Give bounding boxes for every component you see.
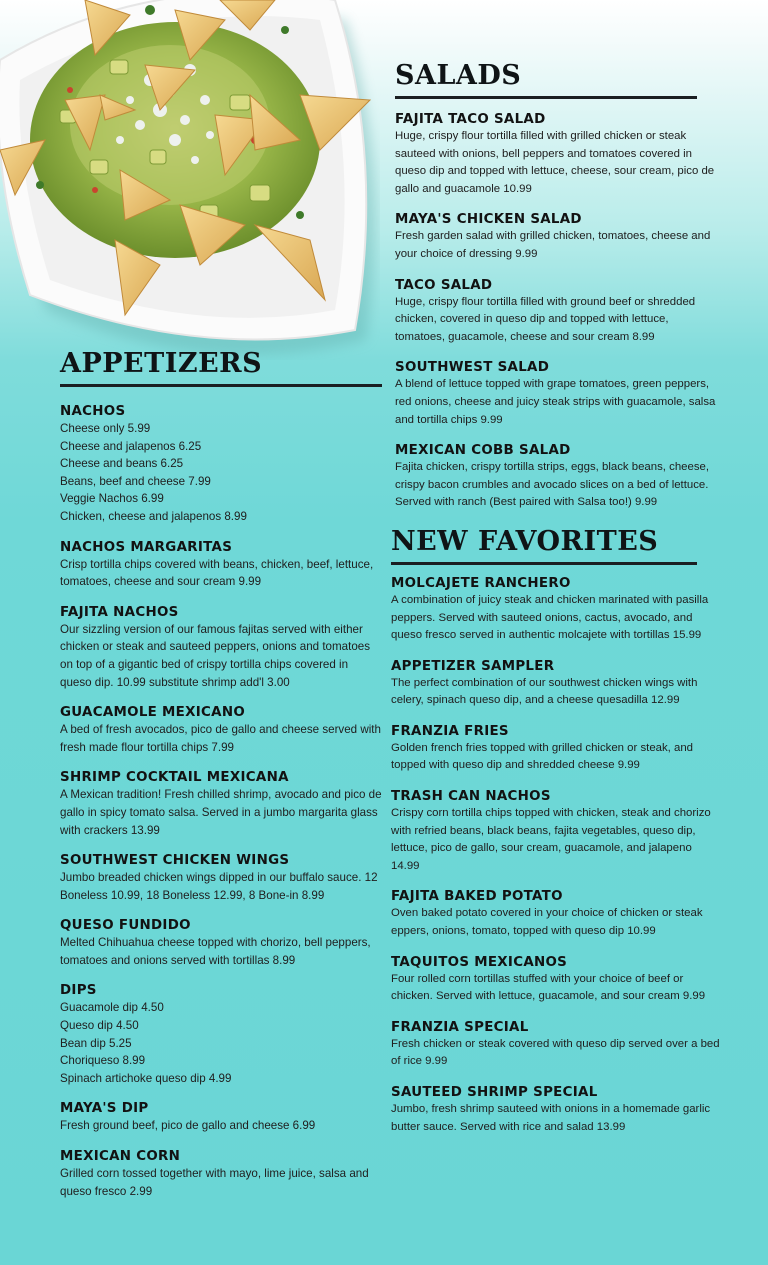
item-description: A bed of fresh avocados, pico de gallo and cheese served with fresh made flour tortilla chips 7.99 <box>60 723 381 754</box>
menu-item-taquitos <box>391 954 721 1006</box>
menu-item-shrimp-cocktail <box>60 769 382 839</box>
menu-item-fajita-taco-salad <box>395 111 721 198</box>
item-name: FAJITA TACO SALAD <box>395 112 546 127</box>
item-description: Four rolled corn tortillas stuffed with your choice of beef or chicken. Served with lettuce, guacamole, and sour cream 9.99 <box>391 972 706 1003</box>
guacamole-plate-image <box>0 0 380 360</box>
item-name: TACO SALAD <box>395 277 493 293</box>
price-line: Cheese only 5.99 <box>60 422 151 435</box>
item-description: Grilled corn tossed together with mayo, lime juice, salsa and queso fresco 2.99 <box>60 1167 369 1198</box>
item-name: MOLCAJETE RANCHERO <box>391 575 571 591</box>
item-name: SAUTEED SHRIMP SPECIAL <box>391 1085 598 1100</box>
price-line: Cheese and beans 6.25 <box>60 457 184 471</box>
item-description: Fajita chicken, crispy tortilla strips, eggs, black beans, cheese, crispy bacon crumbles and avocado slices on a bed of lettuce. Served with ranch (Best paired with Salsa too!) 9.99 <box>395 461 710 509</box>
new-favorites-heading: NEW FAVORITES <box>391 526 697 565</box>
item-name: MAYA'S CHICKEN SALAD <box>395 212 582 228</box>
item-description: Fresh ground beef, pico de gallo and cheese 6.99 <box>60 1119 316 1133</box>
menu-item-nachos <box>60 403 382 526</box>
item-description: Crispy corn tortilla chips topped with chicken, steak and chorizo with refried beans, black beans, fajita vegetables, queso dip, lettuce, pico de gallo, sour cream, guacamole, and jalapeno 14.99 <box>391 807 711 872</box>
menu-item-southwest-salad <box>395 359 721 429</box>
price-line: Cheese and jalapenos 6.25 <box>60 439 202 453</box>
item-name: TAQUITOS MEXICANOS <box>391 954 568 970</box>
appetizers-section <box>60 348 382 1200</box>
item-name: FAJITA BAKED POTATO <box>391 889 563 905</box>
menu-item-fajita-baked-potato <box>391 888 721 940</box>
item-description: Crisp tortilla chips covered with beans, chicken, beef, lettuce, tomatoes, cheese and sour cream 9.99 <box>60 557 374 589</box>
price-line: Spinach artichoke queso dip 4.99 <box>60 1071 232 1085</box>
menu-item-mexican-corn <box>60 1148 382 1200</box>
item-name: APPETIZER SAMPLER <box>391 658 555 674</box>
price-line: Guacamole dip 4.50 <box>60 1001 164 1015</box>
item-name: GUACAMOLE MEXICANO <box>60 705 246 721</box>
item-description: Oven baked potato covered in your choice of chicken or steak eppers, onions, tomato, topped with queso dip 10.99 <box>391 907 703 938</box>
menu-item-mayas-chicken-salad <box>395 211 721 263</box>
item-name: NACHOS <box>60 404 126 419</box>
item-description: Our sizzling version of our famous fajitas served with either chicken or steak and sauteed peppers, onions and tomatoes on top of a gigantic bed of crispy tortilla chips covered in queso dip. 10.99 substitute shrimp add'l 3.00 <box>60 622 371 689</box>
menu-item-nachos-margaritas <box>60 539 382 591</box>
item-description: The perfect combination of our southwest chicken wings with celery, spinach queso dip, and a cheese quesadilla 12.99 <box>391 676 698 707</box>
price-line: Veggie Nachos 6.99 <box>60 492 164 506</box>
menu-item-mayas-dip <box>60 1100 382 1135</box>
menu-item-franzia-special <box>391 1019 721 1071</box>
menu-item-sauteed-shrimp <box>391 1084 721 1136</box>
menu-item-southwest-wings <box>60 852 382 904</box>
item-description: A combination of juicy steak and chicken marinated with pasilla peppers. Served with sauteed onions, cactus, avocado, and queso fresco served in authentic molcajete with tortillas 15.99 <box>391 593 709 642</box>
item-description: Jumbo breaded chicken wings dipped in our buffalo sauce. 12 Boneless 10.99, 18 Boneless 12.99, 8 Bone-in 8.99 <box>60 871 378 902</box>
item-name: FRANZIA FRIES <box>391 723 509 739</box>
price-line: Choriqueso 8.99 <box>60 1054 146 1068</box>
salads-section <box>391 60 721 512</box>
item-description: Melted Chihuahua cheese topped with chorizo, bell peppers, tomatoes and onions served with tortillas 8.99 <box>60 936 371 967</box>
new-favorites-section <box>391 526 721 1136</box>
item-description: A Mexican tradition! Fresh chilled shrimp, avocado and pico de gallo in spicy tomato salsa. Served in a jumbo margarita glass with crackers 13.99 <box>60 788 382 837</box>
price-line: Queso dip 4.50 <box>60 1019 139 1033</box>
item-name: MEXICAN COBB SALAD <box>395 443 571 459</box>
item-name: MAYA'S DIP <box>60 1101 149 1117</box>
menu-item-dips <box>60 982 382 1087</box>
item-description: Huge, crispy flour tortilla filled with ground beef or shredded chicken, covered in queso dip and topped with lettuce, tomatoes, guacamole, cheese and sour cream 8.99 <box>395 295 696 343</box>
item-name: TRASH CAN NACHOS <box>391 789 551 805</box>
item-description: Golden french fries topped with grilled chicken or steak, and topped with queso dip and shredded cheese 9.99 <box>391 741 694 772</box>
menu-item-trash-can-nachos <box>391 788 721 875</box>
menu-item-guacamole-mexicano <box>60 704 382 756</box>
item-name: MEXICAN CORN <box>60 1149 181 1165</box>
item-description: Huge, crispy flour tortilla filled with grilled chicken or steak sauteed with onions, bell peppers and tomatoes covered in queso dip and topped with lettuce, cheese, sour cream, pico de gallo and guacamole 10.99 <box>395 130 715 195</box>
item-description: Fresh garden salad with grilled chicken, tomatoes, cheese and your choice of dressing 9.99 <box>395 230 711 260</box>
item-description: A blend of lettuce topped with grape tomatoes, green peppers, red onions, cheese and juicy steak strips with guacamole, salsa and tortilla chips 9.99 <box>395 378 716 426</box>
menu-item-franzia-fries <box>391 723 721 775</box>
menu-item-appetizer-sampler <box>391 658 721 710</box>
item-description: Jumbo, fresh shrimp sauteed with onions in a homemade garlic butter sauce. Served with rice and salad 13.99 <box>391 1103 711 1133</box>
item-name: FRANZIA SPECIAL <box>391 1019 529 1035</box>
item-name: NACHOS MARGARITAS <box>60 539 233 555</box>
appetizers-heading: APPETIZERS <box>60 348 382 387</box>
menu-item-queso-fundido <box>60 917 382 969</box>
menu-item-molcajete <box>391 575 721 645</box>
item-description: Fresh chicken or steak covered with queso dip served over a bed of rice 9.99 <box>391 1037 720 1068</box>
menu-item-taco-salad <box>395 277 721 347</box>
price-line: Chicken, cheese and jalapenos 8.99 <box>60 509 247 523</box>
salads-heading: SALADS <box>395 60 697 99</box>
item-name: SHRIMP COCKTAIL MEXICANA <box>60 770 289 786</box>
item-name: QUESO FUNDIDO <box>60 918 191 934</box>
item-name: SOUTHWEST CHICKEN WINGS <box>60 853 290 869</box>
price-line: Beans, beef and cheese 7.99 <box>60 474 211 488</box>
menu-item-fajita-nachos <box>60 604 382 691</box>
item-name: SOUTHWEST SALAD <box>395 360 550 376</box>
right-column <box>391 60 721 1136</box>
item-name: FAJITA NACHOS <box>60 604 179 620</box>
menu-item-mexican-cobb-salad <box>395 442 721 512</box>
price-line: Bean dip 5.25 <box>60 1036 132 1050</box>
item-name: DIPS <box>60 983 97 999</box>
